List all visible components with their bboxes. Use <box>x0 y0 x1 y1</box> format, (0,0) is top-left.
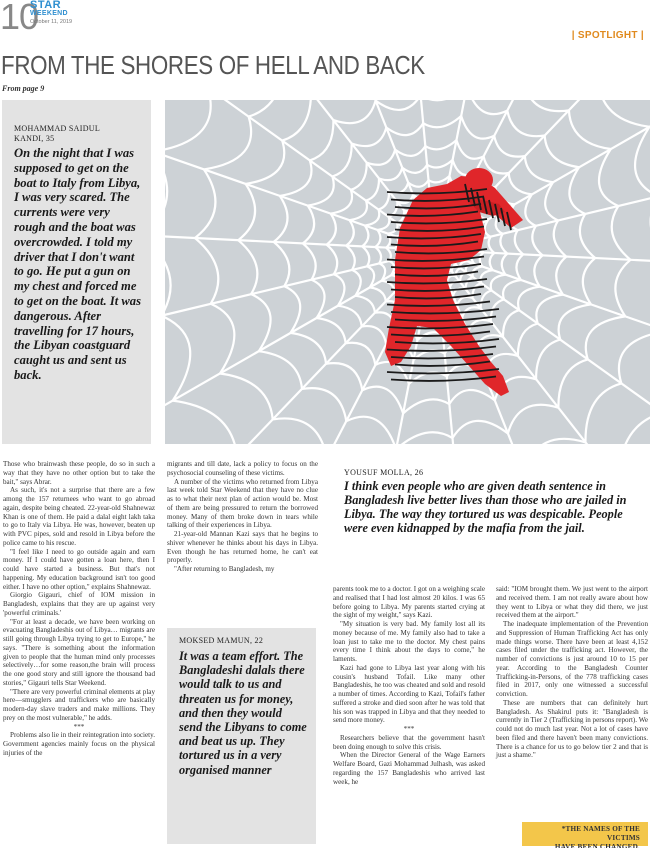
continued-from: From page 9 <box>2 84 45 93</box>
pull-quote-yousuf <box>333 462 649 581</box>
quote-text: On the night that I was supposed to get on the boat to Italy from Libya, I was very scared. The currents were very rough and the boat was overcrowded. I told my driver that I don't want to go. He put a gun on my chest and forced me to get on the boat. It was dangerous. After travelling for 17 hours, the Libyan coastguard caught us and sent us back. <box>14 146 142 382</box>
article-paragraph: A number of the victims who returned from Libya last week told Star Weekend that they have no clue as to what their next plan of action would be. Most of them are being pressured to return the borrowed money. Many of them broke down in tears while talking of their experiences in Libya. <box>167 477 318 530</box>
page-header <box>0 0 650 50</box>
quote-text: It was a team effort. The Bangladeshi dalals there would talk to us and threaten us for money, and then they would send the Libyans to come and beat us up. They tortured us in a very organised manner <box>179 649 307 777</box>
pull-quote-moksed <box>167 628 316 844</box>
article-paragraph: When the Director General of the Wage Earners Welfare Board, Gazi Mohammad Julhash, was asked regarding the 157 Bangladeshis who arrived last week, he <box>333 751 485 786</box>
article-paragraph: Giorgio Gigauri, chief of IOM mission in Bangladesh, explains that they are up against very 'powerful criminals.' <box>3 591 155 617</box>
article-column-2 <box>167 460 318 574</box>
article-column-1 <box>3 460 155 758</box>
headline: FROM THE SHORES OF HELL AND BACK <box>1 50 425 80</box>
article-paragraph: "My situation is very bad. My family lost all its money because of me. My family also had to take a loan just to take me to the doctor. My chest pains every time I think about the days to come," he laments. <box>333 620 485 663</box>
article-paragraph: "There are very powerful criminal elements at play here—smugglers and traffickers who are basically modern-day slave traders and make millions. They prey on the most vulnerable," he adds. <box>3 687 155 722</box>
quote-speaker: YOUSUF MOLLA, 26 <box>344 468 424 477</box>
quote-text: I think even people who are given death sentence in Bangladesh live better lives than those who are jailed in Libya. The way they tortured us was despicable. People were even kidnapped by the mafia from the jail. <box>344 479 627 535</box>
article-paragraph: The inadequate implementation of the Prevention and Suppression of Human Trafficking Act has only made things worse. There have been at least 4,152 cases filed under the trafficking act. However, the number of convictions is just around 10 to 15 per year. According to the Bangladesh Counter Trafficking-in-Persons, of the 778 trafficking cases filed in 2017, only one witnessed a successful conviction. <box>496 620 648 698</box>
article-paragraph: Those who brainwash these people, do so in such a way that they have no other option but to take the bait," says Abrar. <box>3 460 155 486</box>
brand-subtitle: WEEKEND <box>30 10 68 17</box>
article-paragraph: "For at least a decade, we have been working on evacuating Bangladeshis out of Libya… migrants are still going through Libya trying to get to Europe," he says. "There is something about the information given to people that the human mind only processes selectively…for some reason,the brain will process the one good story and still ignore the thousand bad stories," Gigauri tells Star Weekend. <box>3 617 155 687</box>
article-paragraph: "I feel like I need to go outside again and earn money. If I could have gotten a loan here, then I could have started a business. But that's not happening. My education background isn't too good either. I have no other option," explains Shahnewaz. <box>3 547 155 591</box>
article-paragraph: 21-year-old Mannan Kazi says that he begins to shiver whenever he thinks about his days in Libya. Even though he has returned home, he can't eat properly. <box>167 530 318 565</box>
names-changed-note: *THE NAMES OF THE VICTIMS HAVE BEEN CHANGED. <box>522 822 648 846</box>
issue-date: October 11, 2019 <box>30 19 73 25</box>
web-figure-svg <box>165 100 650 444</box>
article-paragraph: *** <box>73 722 85 731</box>
article-paragraph: parents took me to a doctor. I got on a weighing scale and realised that I had lost almost 20 kilos. I was 65 before going to Libya. My parents started crying at the sight of my weight," says Kazi. <box>333 585 485 620</box>
article-column-4 <box>496 585 648 760</box>
article-paragraph: Researchers believe that the government hasn't been doing enough to solve this crisis. <box>333 733 485 751</box>
article-column-3 <box>333 585 485 786</box>
article-paragraph: "After returning to Bangladesh, my <box>174 565 275 573</box>
article-paragraph: These are numbers that can definitely hurt Bangladesh. As Shakirul puts it: "Bangladesh is currently in Tier 2 (Trafficking in persons report). We could not do much last year. Not a lot of cases have been filed and there haven't been many convictions. There is a chance for us to go below tier 2 and that is just a shame." <box>496 698 648 760</box>
article-paragraph: As such, it's not a surprise that there are a few among the 157 returnees who want to go abroad again, despite being cheated. 22-year-old Shahnewaz Khan is one of them. He paid a dalal eight lakh taka to go to Italy via Libya. He was, however, beaten up with PVC pipes, sold and resold in Libya before the police came to his rescue. <box>3 486 155 547</box>
spider-web-illustration <box>165 100 650 444</box>
quote-speaker: MOHAMMAD SAIDUL KANDI, 35 <box>14 124 101 143</box>
quote-speaker: MOKSED MAMUN, 22 <box>179 636 264 645</box>
page-number: 10 <box>0 0 39 37</box>
section-label: | SPOTLIGHT | <box>571 30 644 41</box>
article-paragraph: Kazi had gone to Libya last year along with his cousin's husband Tofail. Like many other Bangladeshis, he too was cheated and sold and resold a number of times. According to Kazi, Tofail's father suffered a stroke and died soon after he was told that his son was trapped in Libya and that they needed to send more money. <box>333 663 485 725</box>
article-paragraph: *** <box>403 725 415 733</box>
pull-quote-saidul <box>2 100 151 444</box>
brand-logo: STAR <box>30 0 62 11</box>
article-paragraph: Problems also lie in their reintegration into society. Government agencies mainly focus on the physical injuries of the <box>3 731 155 757</box>
article-paragraph: migrants and till date, lack a policy to focus on the psychosocial counseling of these victims. <box>167 460 318 477</box>
article-paragraph: said: "IOM brought them. We just went to the airport and received them. I am not really aware about how they went to Libya or what they did there, we just received them at the airport." <box>496 585 648 620</box>
